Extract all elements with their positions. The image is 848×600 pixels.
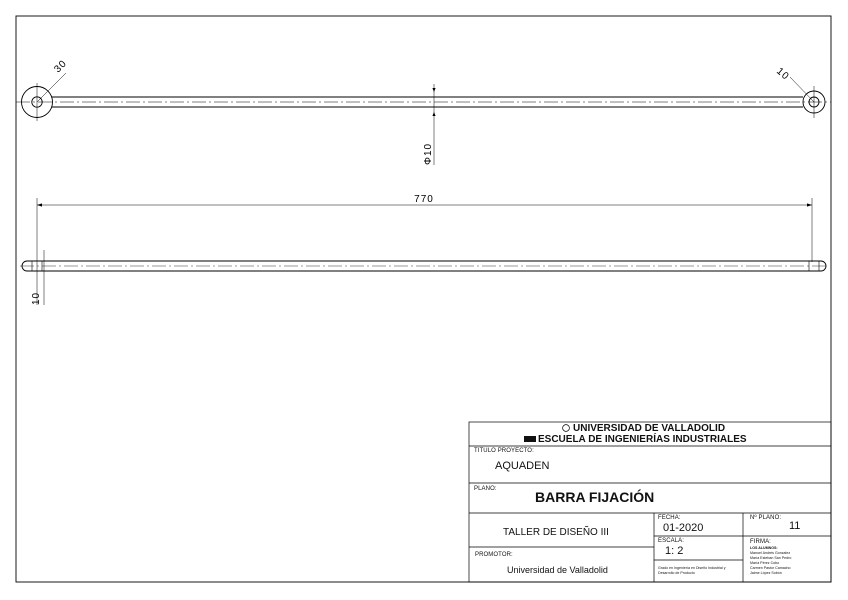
dim-length: 770 xyxy=(414,194,434,205)
school-logo xyxy=(524,436,536,442)
plano-value: BARRA FIJACIÓN xyxy=(535,489,655,505)
firma-label: FIRMA: xyxy=(750,539,771,545)
university-seal-icon xyxy=(563,425,570,432)
grado-line: Grado en Ingeniería en Diseño Industrial y xyxy=(658,566,726,570)
alumnos-list xyxy=(750,546,791,576)
alumnos-line: LOS ALUMNOS: xyxy=(750,546,778,550)
sheet-border xyxy=(16,16,831,582)
fecha-value: 01-2020 xyxy=(663,522,704,534)
grado-line: Desarrollo de Producto xyxy=(658,571,695,575)
dim-radius-left: 30 xyxy=(52,58,70,76)
radius-right-leader xyxy=(790,77,814,102)
promotor-label: PROMOTOR: xyxy=(475,552,513,558)
escala-value: 1: 2 xyxy=(665,545,684,557)
no-plano-label: Nº PLANO: xyxy=(750,515,782,521)
university-name: UNIVERSIDAD DE VALLADOLID xyxy=(573,423,726,434)
alumnos-line: María Esteban San Pedro xyxy=(750,556,792,560)
alumnos-line: Jaime López Sobón xyxy=(750,571,782,575)
titulo-proyecto-value: AQUADEN xyxy=(495,460,550,472)
alumnos-line: Manuel Andrés Gonzalez xyxy=(750,551,791,555)
alumnos-line: Carmen Pastor Camacho xyxy=(750,566,791,570)
plano-label: PLANO: xyxy=(474,486,497,492)
dim-radius-right: 10 xyxy=(774,65,792,83)
dim-diameter: Φ10 xyxy=(423,142,434,165)
escala-label: ESCALA: xyxy=(658,538,685,544)
alumnos-line: María Pérez Cobo xyxy=(750,561,780,565)
side-view xyxy=(20,198,828,305)
promotor-value: Universidad de Valladolid xyxy=(507,565,608,575)
grado-text xyxy=(658,566,726,576)
course-name: TALLER DE DISEÑO III xyxy=(503,527,609,538)
school-name: ESCUELA DE INGENIERÍAS INDUSTRIALES xyxy=(538,434,747,445)
fecha-label: FECHA: xyxy=(658,515,681,521)
titulo-proyecto-label: TITULO PROYECTO: xyxy=(474,448,534,454)
no-plano-value: 11 xyxy=(789,520,801,532)
dim-thickness: 10 xyxy=(31,291,42,305)
